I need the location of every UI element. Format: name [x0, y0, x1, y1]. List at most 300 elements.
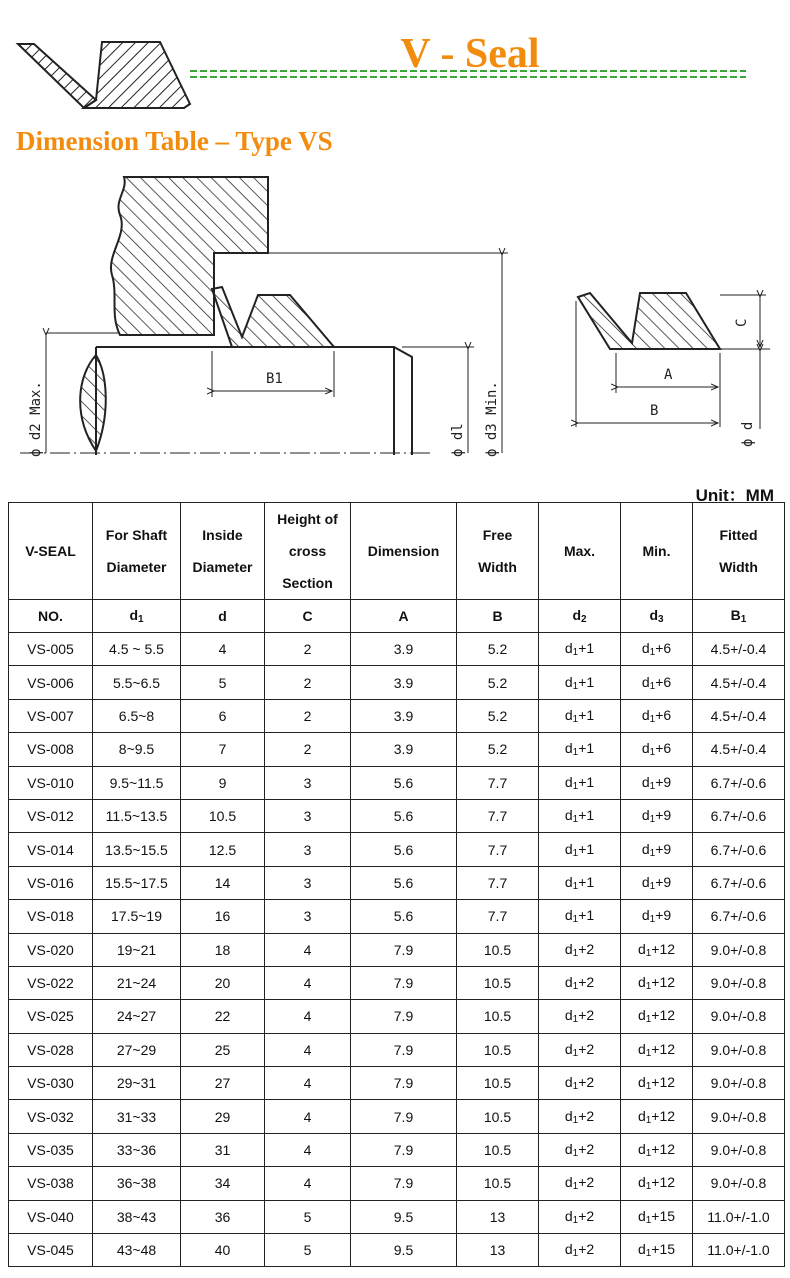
table-cell — [539, 1100, 621, 1133]
table-cell: 20 — [181, 966, 265, 999]
table-cell: 3 — [265, 866, 351, 899]
table-row — [9, 1133, 785, 1166]
table-cell: 11.5~13.5 — [93, 799, 181, 832]
formula-subscript: 1 — [645, 1181, 652, 1193]
formula-base: d — [564, 907, 573, 924]
column-symbol — [93, 600, 181, 633]
table-cell: VS-008 — [9, 733, 93, 766]
formula-subscript: 1 — [649, 847, 656, 859]
formula-subscript: 1 — [649, 680, 656, 692]
housing-section — [111, 177, 268, 335]
table-cell: 7.9 — [351, 1100, 457, 1133]
dimension-table — [8, 502, 785, 1267]
table-cell: 27 — [181, 1067, 265, 1100]
table-cell: 34 — [181, 1167, 265, 1200]
table-cell: 10.5 — [457, 966, 539, 999]
column-symbol — [351, 600, 457, 633]
formula-base: d — [564, 740, 573, 757]
installation-drawing — [0, 165, 790, 465]
table-cell — [621, 933, 693, 966]
table-cell: 3.9 — [351, 699, 457, 732]
label-d3-min: ϕ d3 Min. — [484, 381, 500, 457]
formula-base: d — [564, 673, 573, 690]
table-cell: 10.5 — [457, 1167, 539, 1200]
table-row — [9, 966, 785, 999]
table-cell — [621, 1133, 693, 1166]
symbol-base: C — [302, 608, 313, 624]
title-underline — [190, 67, 746, 81]
formula-base: d — [564, 840, 573, 857]
table-cell: 4 — [265, 1000, 351, 1033]
table-cell: 3.9 — [351, 633, 457, 666]
table-cell: 7.9 — [351, 966, 457, 999]
formula-subscript: 1 — [649, 713, 656, 725]
table-cell: 2 — [265, 666, 351, 699]
table-cell — [539, 1133, 621, 1166]
formula-offset: +2 — [578, 1241, 595, 1258]
unit-label: Unit：MM — [695, 486, 774, 505]
formula-offset: +12 — [651, 1174, 676, 1191]
formula-offset: +1 — [578, 807, 595, 824]
table-cell: VS-014 — [9, 833, 93, 866]
installed-seal — [212, 287, 334, 347]
formula-base: d — [637, 1207, 646, 1224]
formula-offset: +12 — [651, 1007, 676, 1024]
table-cell: 5.5~6.5 — [93, 666, 181, 699]
formula-offset: +2 — [578, 1207, 595, 1224]
formula-subscript: 1 — [645, 981, 652, 993]
table-cell: VS-007 — [9, 699, 93, 732]
formula-subscript: 1 — [572, 1214, 579, 1226]
formula-base: d — [564, 1241, 573, 1258]
table-cell: 3 — [265, 900, 351, 933]
table-cell: 2 — [265, 633, 351, 666]
table-cell — [621, 633, 693, 666]
symbol-subscript: 3 — [658, 614, 664, 625]
header-row-descriptions — [9, 503, 785, 600]
column-header-line: Height of — [277, 511, 338, 527]
table-row — [9, 833, 785, 866]
formula-offset: +15 — [651, 1241, 676, 1258]
table-cell: 3 — [265, 766, 351, 799]
formula-subscript: 1 — [572, 1248, 579, 1260]
table-cell: 5.6 — [351, 833, 457, 866]
table-cell: 9 — [181, 766, 265, 799]
formula-base: d — [641, 673, 650, 690]
table-cell — [539, 733, 621, 766]
table-cell — [539, 699, 621, 732]
table-row — [9, 699, 785, 732]
formula-subscript: 1 — [645, 1214, 652, 1226]
column-symbol — [539, 600, 621, 633]
table-cell: 9.5 — [351, 1200, 457, 1233]
formula-base: d — [637, 1174, 646, 1191]
table-cell: VS-020 — [9, 933, 93, 966]
column-header-line: Section — [282, 575, 333, 591]
table-cell — [539, 666, 621, 699]
formula-offset: +9 — [655, 907, 672, 924]
table-cell: 5.6 — [351, 766, 457, 799]
table-cell: VS-016 — [9, 866, 93, 899]
formula-offset: +9 — [655, 873, 672, 890]
table-row — [9, 766, 785, 799]
table-cell: 5 — [265, 1234, 351, 1267]
table-cell — [539, 1234, 621, 1267]
formula-subscript: 1 — [645, 1081, 652, 1093]
formula-offset: +12 — [651, 974, 676, 991]
table-cell: 5.6 — [351, 900, 457, 933]
table-cell: VS-045 — [9, 1234, 93, 1267]
table-cell: 7.7 — [457, 900, 539, 933]
table-cell: 4.5+/-0.4 — [693, 733, 785, 766]
symbol-base: d — [129, 607, 138, 623]
formula-base: d — [641, 640, 650, 657]
table-cell: VS-035 — [9, 1133, 93, 1166]
table-cell — [539, 833, 621, 866]
table-cell: 6.7+/-0.6 — [693, 900, 785, 933]
formula-base: d — [564, 974, 573, 991]
table-cell: 6.7+/-0.6 — [693, 766, 785, 799]
formula-subscript: 1 — [572, 647, 579, 659]
table-cell: 10.5 — [457, 1133, 539, 1166]
table-cell: 12.5 — [181, 833, 265, 866]
formula-subscript: 1 — [572, 747, 579, 759]
table-cell — [621, 866, 693, 899]
formula-offset: +12 — [651, 1107, 676, 1124]
table-cell: 9.0+/-0.8 — [693, 933, 785, 966]
table-cell — [539, 900, 621, 933]
symbol-base: d — [218, 608, 227, 624]
column-symbol — [265, 600, 351, 633]
table-cell — [621, 1200, 693, 1233]
formula-subscript: 1 — [572, 880, 579, 892]
table-cell: 5 — [181, 666, 265, 699]
formula-base: d — [564, 1040, 573, 1057]
formula-offset: +2 — [578, 1040, 595, 1057]
column-header-line: Dimension — [367, 543, 440, 559]
formula-offset: +9 — [655, 840, 672, 857]
column-header — [693, 503, 785, 600]
formula-subscript: 1 — [572, 680, 579, 692]
table-cell: 29~31 — [93, 1067, 181, 1100]
table-cell — [621, 833, 693, 866]
symbol-base: B — [730, 607, 741, 623]
table-cell: VS-010 — [9, 766, 93, 799]
table-cell: 11.0+/-1.0 — [693, 1234, 785, 1267]
column-symbol — [9, 600, 93, 633]
formula-offset: +6 — [655, 640, 672, 657]
table-cell: 43~48 — [93, 1234, 181, 1267]
table-cell: 2 — [265, 699, 351, 732]
formula-offset: +2 — [578, 974, 595, 991]
table-cell — [539, 966, 621, 999]
header-row-symbols — [9, 600, 785, 633]
formula-base: d — [564, 1007, 573, 1024]
table-cell: 13 — [457, 1234, 539, 1267]
table-cell: 10.5 — [457, 1000, 539, 1033]
formula-base: d — [564, 640, 573, 657]
table-cell: 4.5+/-0.4 — [693, 699, 785, 732]
table-cell: 7.9 — [351, 1067, 457, 1100]
table-cell: 3.9 — [351, 666, 457, 699]
column-header-line: V-SEAL — [25, 543, 76, 559]
table-cell: 7.9 — [351, 1000, 457, 1033]
column-symbol — [181, 600, 265, 633]
column-header — [265, 503, 351, 600]
column-header-line: cross — [288, 543, 327, 559]
formula-base: d — [641, 740, 650, 757]
table-body — [9, 633, 785, 1267]
formula-subscript: 1 — [572, 713, 579, 725]
column-header-line: Diameter — [192, 559, 253, 575]
symbol-subscript: 1 — [740, 614, 747, 625]
formula-subscript: 1 — [649, 880, 656, 892]
table-cell — [621, 699, 693, 732]
table-cell: VS-038 — [9, 1167, 93, 1200]
shaft-outline — [96, 347, 412, 455]
table-row — [9, 866, 785, 899]
formula-subscript: 1 — [649, 747, 656, 759]
table-cell: 5.2 — [457, 666, 539, 699]
table-cell: 7.9 — [351, 1167, 457, 1200]
formula-base: d — [564, 1141, 573, 1158]
formula-offset: +6 — [655, 740, 672, 757]
table-cell: 5.2 — [457, 633, 539, 666]
formula-offset: +1 — [578, 907, 595, 924]
table-cell: 21~24 — [93, 966, 181, 999]
symbol-base: B — [492, 608, 503, 624]
table-row — [9, 900, 785, 933]
formula-subscript: 1 — [645, 1248, 652, 1260]
formula-offset: +2 — [578, 1141, 595, 1158]
formula-base: d — [564, 940, 573, 957]
table-cell: 38~43 — [93, 1200, 181, 1233]
table-cell: 36 — [181, 1200, 265, 1233]
table-row — [9, 733, 785, 766]
table-cell: 19~21 — [93, 933, 181, 966]
table-cell: 8~9.5 — [93, 733, 181, 766]
table-cell: 10.5 — [457, 1100, 539, 1133]
column-symbol — [457, 600, 539, 633]
table-cell: 2 — [265, 733, 351, 766]
table-cell: 13.5~15.5 — [93, 833, 181, 866]
table-cell: 17.5~19 — [93, 900, 181, 933]
formula-base: d — [641, 873, 650, 890]
table-cell: VS-005 — [9, 633, 93, 666]
formula-base: d — [564, 873, 573, 890]
table-cell — [539, 1000, 621, 1033]
table-cell: 7.7 — [457, 866, 539, 899]
table-cell: 4 — [265, 1100, 351, 1133]
table-cell: 31 — [181, 1133, 265, 1166]
formula-offset: +6 — [655, 706, 672, 723]
shaft-section — [80, 355, 106, 451]
formula-offset: +2 — [578, 1174, 595, 1191]
formula-offset: +6 — [655, 673, 672, 690]
column-header — [351, 503, 457, 600]
column-header — [181, 503, 265, 600]
table-cell — [621, 1033, 693, 1066]
formula-offset: +12 — [651, 1141, 676, 1158]
formula-offset: +1 — [578, 673, 595, 690]
symbol-subscript: 2 — [581, 614, 587, 625]
formula-subscript: 1 — [572, 814, 579, 826]
formula-base: d — [637, 1107, 646, 1124]
formula-base: d — [637, 1241, 646, 1258]
formula-base: d — [641, 807, 650, 824]
formula-offset: +1 — [578, 873, 595, 890]
table-cell: 24~27 — [93, 1000, 181, 1033]
table-cell: VS-006 — [9, 666, 93, 699]
table-cell — [539, 799, 621, 832]
column-header-line: Min. — [642, 543, 671, 559]
symbol-base: A — [398, 608, 409, 624]
table-cell: 6.5~8 — [93, 699, 181, 732]
table-cell: 11.0+/-1.0 — [693, 1200, 785, 1233]
table-cell: 15.5~17.5 — [93, 866, 181, 899]
table-cell — [621, 966, 693, 999]
formula-base: d — [564, 1174, 573, 1191]
table-row — [9, 633, 785, 666]
table-cell — [621, 766, 693, 799]
table-cell: 4 — [265, 933, 351, 966]
formula-base: d — [564, 1107, 573, 1124]
column-header-line: Width — [478, 559, 517, 575]
label-d: ϕ d — [740, 421, 756, 447]
formula-subscript: 1 — [572, 1081, 579, 1093]
table-cell: 4.5+/-0.4 — [693, 633, 785, 666]
label-a: A — [664, 367, 673, 383]
formula-offset: +12 — [651, 1040, 676, 1057]
formula-subscript: 1 — [649, 647, 656, 659]
formula-offset: +9 — [655, 773, 672, 790]
table-row — [9, 1067, 785, 1100]
table-cell: 6.7+/-0.6 — [693, 799, 785, 832]
formula-subscript: 1 — [645, 1047, 652, 1059]
v-seal-logo-icon — [14, 36, 194, 112]
column-symbol — [621, 600, 693, 633]
table-cell: 10.5 — [457, 1033, 539, 1066]
table-cell: 25 — [181, 1033, 265, 1066]
column-header-line: Free — [482, 527, 513, 543]
formula-offset: +1 — [578, 740, 595, 757]
table-cell: 4 — [265, 1033, 351, 1066]
label-b1: B1 — [266, 371, 283, 387]
column-header-line: Width — [719, 559, 758, 575]
table-cell: 29 — [181, 1100, 265, 1133]
formula-base: d — [637, 940, 646, 957]
table-cell: 40 — [181, 1234, 265, 1267]
table-cell: 9.5~11.5 — [93, 766, 181, 799]
table-row — [9, 1100, 785, 1133]
formula-offset: +12 — [651, 940, 676, 957]
table-cell: VS-018 — [9, 900, 93, 933]
formula-subscript: 1 — [649, 814, 656, 826]
table-cell: 33~36 — [93, 1133, 181, 1166]
table-cell: 9.0+/-0.8 — [693, 1000, 785, 1033]
formula-subscript: 1 — [572, 914, 579, 926]
formula-subscript: 1 — [645, 1114, 652, 1126]
label-d1: ϕ dl — [450, 423, 466, 457]
formula-subscript: 1 — [645, 947, 652, 959]
table-cell: 9.0+/-0.8 — [693, 966, 785, 999]
formula-subscript: 1 — [572, 1114, 579, 1126]
table-cell: VS-025 — [9, 1000, 93, 1033]
table-cell: 7.9 — [351, 933, 457, 966]
formula-offset: +2 — [578, 1007, 595, 1024]
table-cell: 6 — [181, 699, 265, 732]
column-header-line: Diameter — [106, 559, 167, 575]
table-cell: 36~38 — [93, 1167, 181, 1200]
table-cell: 7.7 — [457, 799, 539, 832]
table-cell: VS-028 — [9, 1033, 93, 1066]
table-cell — [621, 1000, 693, 1033]
formula-base: d — [641, 907, 650, 924]
column-header-line: Inside — [202, 527, 243, 543]
table-cell: 6.7+/-0.6 — [693, 833, 785, 866]
formula-subscript: 1 — [645, 1148, 652, 1160]
formula-subscript: 1 — [649, 914, 656, 926]
formula-offset: +2 — [578, 940, 595, 957]
table-cell: 18 — [181, 933, 265, 966]
table-cell — [539, 1200, 621, 1233]
table-cell: 3 — [265, 799, 351, 832]
table-cell: 3 — [265, 833, 351, 866]
table-cell: VS-012 — [9, 799, 93, 832]
formula-subscript: 1 — [572, 1181, 579, 1193]
table-cell: 9.0+/-0.8 — [693, 1067, 785, 1100]
table-cell: 7.7 — [457, 766, 539, 799]
table-cell — [621, 1234, 693, 1267]
table-cell: 16 — [181, 900, 265, 933]
table-cell: 31~33 — [93, 1100, 181, 1133]
section-subtitle: Dimension Table – Type VS — [16, 126, 333, 156]
table-cell: 4.5+/-0.4 — [693, 666, 785, 699]
formula-base: d — [637, 1074, 646, 1091]
table-cell — [621, 900, 693, 933]
table-cell: 4 — [265, 1133, 351, 1166]
table-row — [9, 933, 785, 966]
page-title: V - Seal — [400, 31, 540, 77]
formula-subscript: 1 — [645, 1014, 652, 1026]
table-cell: VS-040 — [9, 1200, 93, 1233]
table-cell — [621, 1100, 693, 1133]
table-cell: 5 — [265, 1200, 351, 1233]
formula-subscript: 1 — [572, 1148, 579, 1160]
table-cell: 5.6 — [351, 866, 457, 899]
free-seal — [578, 293, 720, 349]
table-cell — [621, 733, 693, 766]
table-cell: 10.5 — [181, 799, 265, 832]
formula-offset: +1 — [578, 840, 595, 857]
table-cell: 4 — [265, 1067, 351, 1100]
table-cell: 10.5 — [457, 933, 539, 966]
formula-subscript: 1 — [572, 847, 579, 859]
formula-base: d — [564, 773, 573, 790]
formula-offset: +1 — [578, 640, 595, 657]
column-header — [457, 503, 539, 600]
table-cell: 4 — [181, 633, 265, 666]
formula-base: d — [641, 706, 650, 723]
label-d2-max: ϕ d2 Max. — [28, 381, 44, 457]
table-cell: 9.0+/-0.8 — [693, 1167, 785, 1200]
column-symbol — [693, 600, 785, 633]
table-cell — [539, 766, 621, 799]
table-cell: 22 — [181, 1000, 265, 1033]
column-header — [621, 503, 693, 600]
table-cell — [539, 1167, 621, 1200]
label-c: C — [734, 318, 750, 327]
